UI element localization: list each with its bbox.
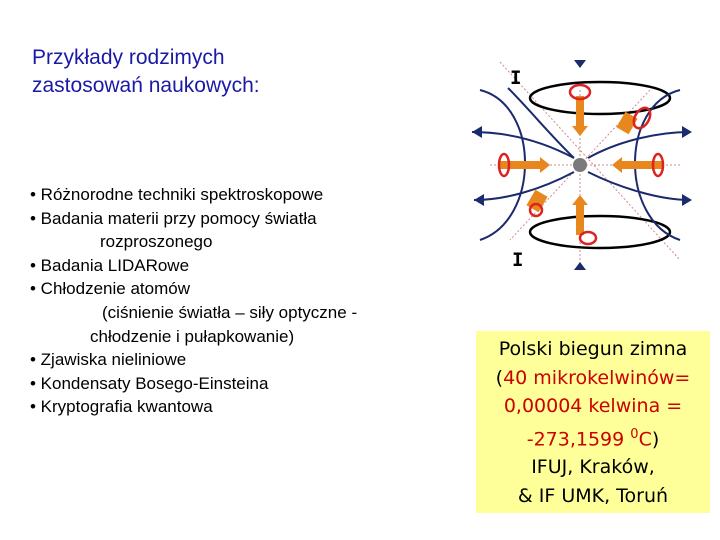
arrow-icon-right-bottom: [682, 194, 692, 206]
title-line-2: zastosowań naukowych:: [32, 74, 260, 97]
note-celsius-unit: C: [638, 427, 652, 450]
list-item-spectroscopy: • Różnorodne techniki spektroskopowe: [30, 185, 324, 204]
list-item-light-scattering: • Badania materii przy pomocy światła: [30, 208, 317, 228]
note-degree-sign: 0: [630, 426, 639, 442]
note-line-3: 0,00004 kelwina =: [503, 395, 683, 417]
list-item-nonlinear: • Zjawiska nieliniowe: [30, 350, 187, 370]
laser-beam-top-arrow-icon: [572, 126, 588, 136]
arrow-icon-down-top: [574, 60, 586, 68]
arrow-icon-right-top: [682, 126, 692, 138]
title-line-1: Przykłady rodzimych: [32, 46, 225, 69]
laser-beam-bottom-arrow-icon: [572, 195, 588, 205]
note-temperature-celsius: -273,1599: [526, 427, 631, 450]
laser-beam-right: [622, 161, 662, 169]
applications-list: [30, 183, 450, 419]
list-item-light-scattering-cont: rozproszonego: [100, 232, 213, 252]
note-line-6: & IF UMK, Toruń: [517, 484, 669, 507]
cold-pole-note: [476, 331, 710, 513]
arrow-icon-left-top: [472, 126, 482, 138]
laser-beam-left: [500, 161, 540, 169]
arrow-icon-up-bottom: [574, 262, 586, 270]
list-item-atom-cooling: • Chłodzenie atomów: [30, 279, 190, 299]
laser-beam-left-arrow-icon: [540, 157, 550, 173]
laser-beam-bottom: [576, 205, 584, 235]
note-temperature-microkelvin: 40 mikrokelwinów=: [503, 366, 691, 389]
atom-cloud: [573, 158, 587, 172]
bottom-coil: [530, 216, 670, 248]
note-line-4: [476, 421, 710, 454]
laser-beam-top: [576, 96, 584, 126]
note-paren-open: (: [495, 366, 504, 389]
laser-beam-right-arrow-icon: [612, 157, 622, 173]
note-paren-close: ): [651, 427, 660, 450]
list-item-lidar: • Badania LIDARowe: [30, 255, 190, 275]
list-item-atom-cooling-cont-1: (ciśnienie światła – siły optyczne -: [102, 302, 358, 322]
current-label-top: I: [510, 67, 522, 89]
arrow-icon-left-bottom: [474, 194, 484, 206]
current-label-bottom: I: [512, 249, 524, 271]
note-line-5: IFUJ, Kraków,: [531, 456, 655, 479]
list-item-atom-cooling-cont-2: chłodzenie i pułapkowanie): [90, 326, 295, 346]
note-line-1: Polski biegun zimna: [498, 338, 688, 360]
list-item-bec: • Kondensaty Bosego-Einsteina: [30, 373, 269, 393]
slide-title: [32, 44, 260, 100]
mot-diagram: [470, 60, 720, 330]
note-line-2: [476, 364, 710, 393]
list-item-quantum-crypto: • Kryptografia kwantowa: [30, 397, 213, 417]
polarization-ring-bottom: [580, 232, 596, 244]
